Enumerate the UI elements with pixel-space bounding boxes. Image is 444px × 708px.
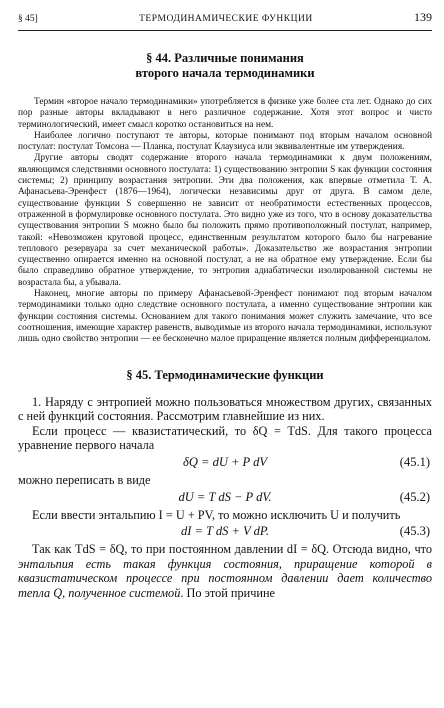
equation-45-3-formula: dI = T dS + V dP. bbox=[180, 524, 270, 539]
s44-paragraph-3: Другие авторы сводят содержание второго начала термодинамики к двум положениям, являющимся следствиями основного постулата: 1) существованию энтропии S как функции состояния системы; 2) принципу возрастания энтропии. Эти два положения, как впервые отметила Т. А. Афанасьева-Эренфест (1876—1964), логически независимы друг от друга. В самом деле, существование функции S совершенно не зависит от необратимости естественных процессов, отраженной в формулировке основного постулата. Это видно уже из того, что в основу доказательства существования энтропии S можно было бы положить прямо противоположный постулат, например, такой: «Невозможен круговой процесс, единственным результатом которого было бы нагревание теплового резервуара за счет механической работы». Доказательство же возрастания энтропии существенно опирается именно на основной постулат, а не на обратное ему утверждение. Если бы было справедливо обратное утверждение, то энтропия адиабатически изолированной системы не возрастала бы, а убывала. bbox=[18, 153, 432, 288]
s45-p5-text-a: Так как TdS = δQ, то при постоянном давлении dI = δQ. Отсюда видно, что bbox=[32, 542, 432, 557]
equation-45-1-formula: δQ = dU + P dV bbox=[183, 454, 267, 469]
s45-paragraph-2: Если процесс — квазистатический, то δQ = TdS. Для такого процесса уравнение первого начала bbox=[18, 423, 432, 453]
header-running-title: ТЕРМОДИНАМИЧЕСКИЕ ФУНКЦИИ bbox=[139, 14, 313, 24]
equation-45-2-formula: dU = T dS − P dV. bbox=[178, 489, 272, 504]
equation-45-3 bbox=[18, 522, 432, 542]
s44-paragraph-2: Наиболее логично поступают те авторы, которые понимают под вторым началом основной постулат: постулат Томсона — Планка, постулат Клаузиуса или эквивалентные им утверждения. bbox=[18, 130, 432, 153]
equation-45-3-number: (45.3) bbox=[399, 524, 430, 539]
page-number: 139 bbox=[414, 10, 432, 24]
section-45-title: § 45. Термодинамические функции bbox=[126, 367, 324, 382]
s45-paragraph-1: 1. Наряду с энтропией можно пользоваться множеством других, связанных с ней функций состояния. Рассмотрим главнейшие из них. bbox=[18, 394, 432, 424]
s45-paragraph-3: можно переписать в виде bbox=[18, 472, 151, 487]
equation-45-1 bbox=[18, 453, 432, 473]
section-44-title-line2: второго начала термодинамики bbox=[135, 66, 315, 80]
equation-45-2 bbox=[18, 488, 432, 508]
section-44-title-line1: § 44. Различные понимания bbox=[146, 51, 304, 65]
equation-45-2-number: (45.2) bbox=[399, 489, 430, 504]
section-44-title bbox=[18, 51, 432, 81]
header-rule bbox=[18, 30, 432, 31]
equation-45-1-number: (45.1) bbox=[399, 454, 430, 469]
s45-p5-text-b: . По этой причине bbox=[180, 585, 276, 600]
s44-paragraph-4: Наконец, многие авторы по примеру Афанасьевой-Эренфест понимают под вторым началом термодинамики только одно следствие основного постулата, а именно существование энтропии как функции состояния системы. Основанием для такого понимания может служить замечание, что все соотношения, имеющие характер равенств, выводимые из второго начала термодинамики, используют лишь одно свойство энтропии — ее бесконечно малое приращение является полным дифференциалом. bbox=[18, 289, 432, 345]
s44-paragraph-1: Термин «второе начало термодинамики» употребляется в физике уже более ста лет. Однако до сих пор разные авторы вкладывают в него различное содержание. Хотя этот вопрос и чисто терминологический, имеет смысл коротко остановиться на нем. bbox=[18, 97, 432, 130]
s45-p5-italic: энтальпия есть такая функция состояния, приращение которой в квазистатическом процессе при постоянном давлении дает количество тепла Q, полученное системой bbox=[18, 556, 432, 600]
s45-paragraph-4: Если ввести энтальпию I = U + PV, то можно исключить U и получить bbox=[32, 507, 401, 522]
running-header bbox=[18, 0, 432, 28]
s45-paragraph-5 bbox=[18, 542, 432, 600]
header-section-ref: § 45] bbox=[18, 14, 38, 24]
